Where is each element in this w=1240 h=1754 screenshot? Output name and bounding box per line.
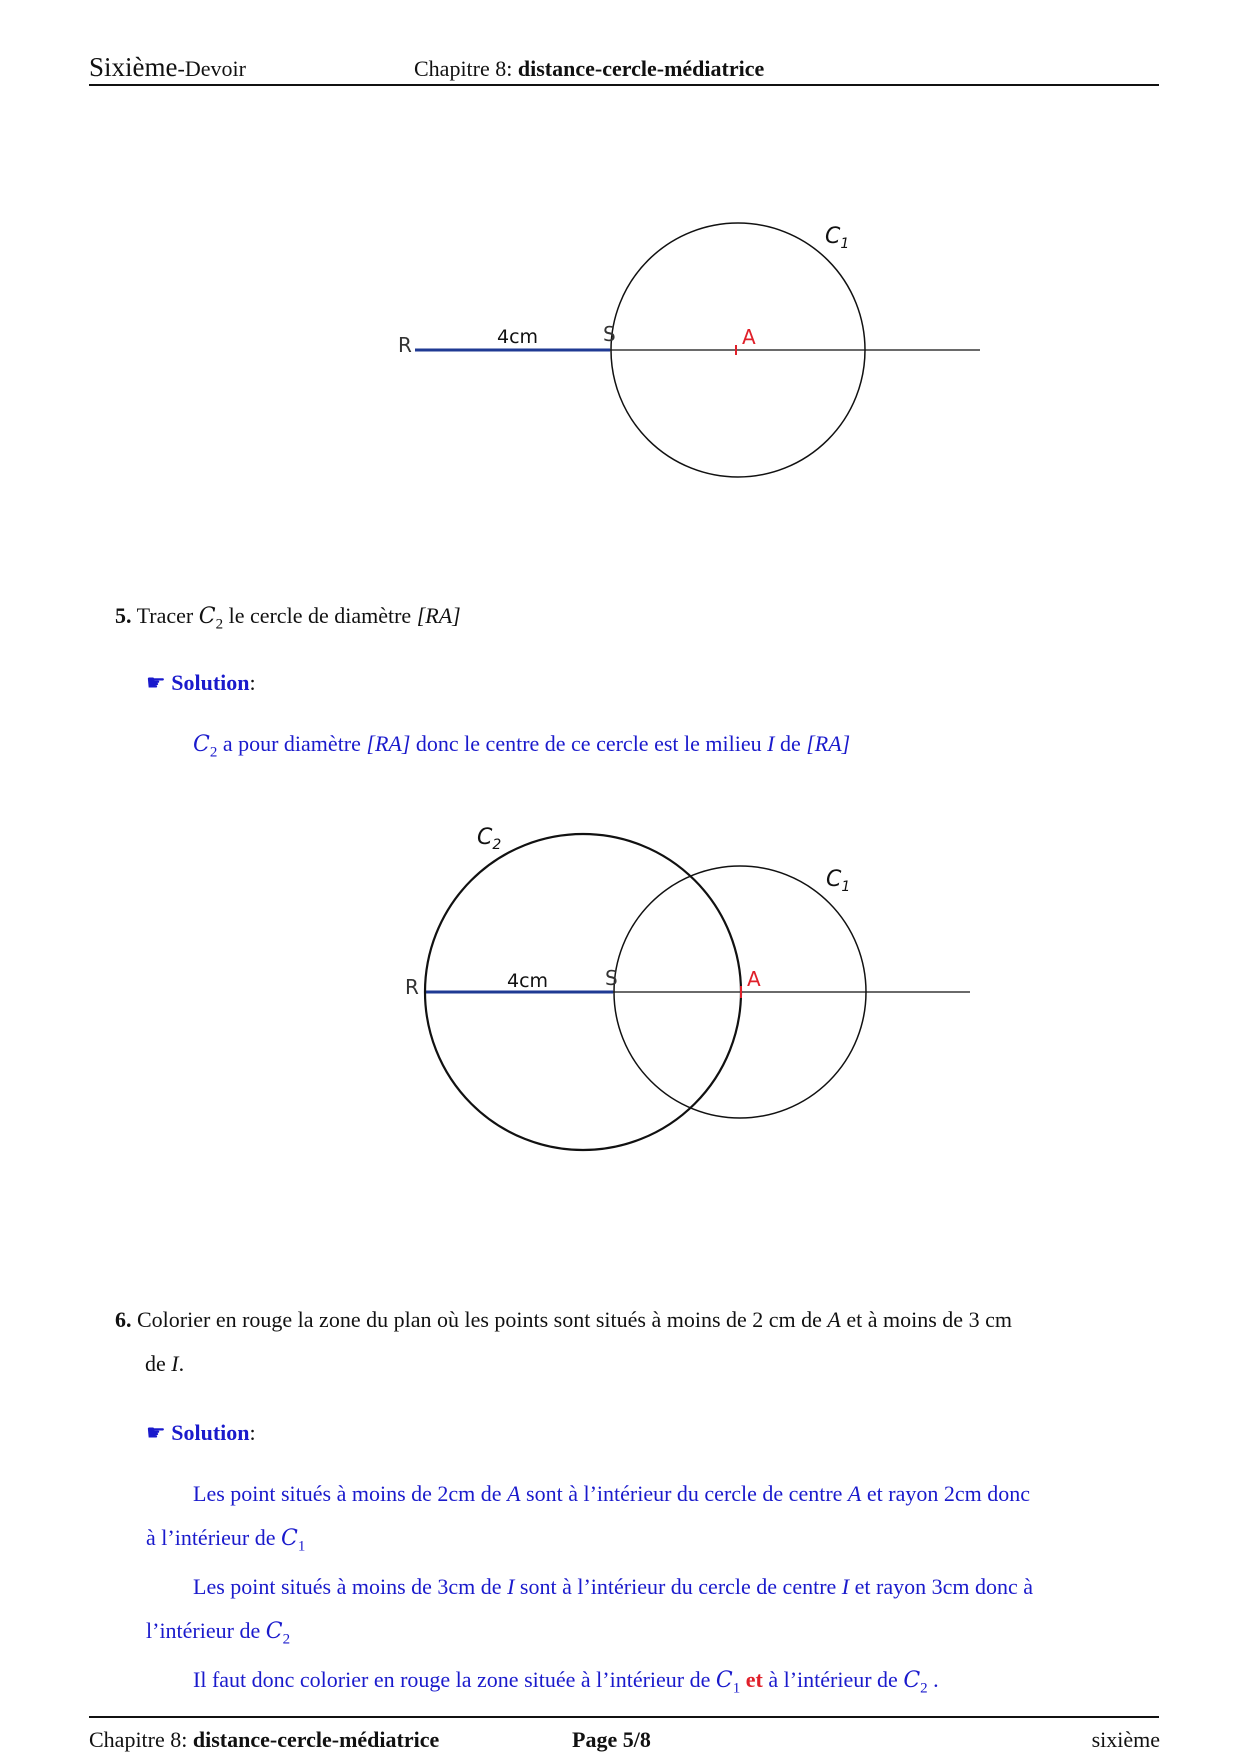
figure-2-label-R: R	[405, 975, 419, 999]
figure-2-label-C2: $C_2$	[477, 825, 502, 853]
figure-2-label-A: A	[747, 967, 761, 991]
solution-6-label: ☛ Solution:	[146, 1420, 256, 1445]
header-left	[89, 52, 246, 83]
solution-5-text: $C_2$ a pour diamètre [RA] donc le centre de ce cercle est le milieu I de [RA]	[193, 731, 851, 761]
figure-1-label-length: 4cm	[497, 326, 539, 348]
figure-1	[380, 205, 1000, 495]
figure-1-label-C1: $C_1$	[825, 224, 850, 252]
figure-2	[390, 820, 1000, 1160]
question-5-number: 5.	[115, 603, 132, 628]
question-6: 6. Colorier en rouge la zone du plan où les points sont situés à moins de 2 cm de A et à moins de 3 cm de I.	[115, 1307, 1012, 1376]
figure-2-label-S: S	[605, 966, 618, 990]
figure-1-label-A: A	[742, 325, 756, 349]
header-level: Sixième	[89, 52, 178, 82]
header-type: -Devoir	[177, 56, 246, 81]
footer-rule	[89, 1716, 1159, 1718]
header-chapter-prefix: Chapitre 8:	[414, 56, 513, 81]
footer-chapter: Chapitre 8: distance-cercle-médiatrice	[89, 1727, 440, 1752]
question-5: 5. Tracer $C_2$ le cercle de diamètre [RA]	[115, 603, 461, 633]
header-chapter-title: distance-cercle-médiatrice	[517, 56, 765, 81]
figure-2-label-length: 4cm	[507, 970, 549, 992]
solution-6-paragraph-3: Il faut donc colorier en rouge la zone située à l’intérieur de $C_1$ et à l’intérieur de $C_2$ .	[193, 1667, 939, 1697]
header-chapter	[414, 56, 764, 82]
solution-5-label: ☛ Solution:	[146, 670, 256, 695]
solution-6-paragraph-1: Les point situés à moins de 2cm de A sont à l’intérieur du cercle de centre A et rayon 2cm donc à l’intérieur de $C_1$	[146, 1481, 1030, 1555]
pointing-hand-icon: ☛	[146, 1420, 166, 1445]
pointing-hand-icon: ☛	[146, 670, 166, 695]
figure-2-label-C1: $C_1$	[826, 867, 851, 895]
figure-1-label-S: S	[603, 322, 616, 346]
footer-level: sixième	[1091, 1727, 1160, 1752]
footer-page-number: Page 5/8	[572, 1727, 651, 1752]
solution-6-paragraph-2: Les point situés à moins de 3cm de I sont à l’intérieur du cercle de centre I et rayon 3cm donc à l’intérieur de $C_2$	[146, 1574, 1033, 1648]
header-rule	[89, 84, 1159, 86]
question-6-number: 6.	[115, 1307, 132, 1332]
figure-1-label-R: R	[398, 333, 412, 357]
